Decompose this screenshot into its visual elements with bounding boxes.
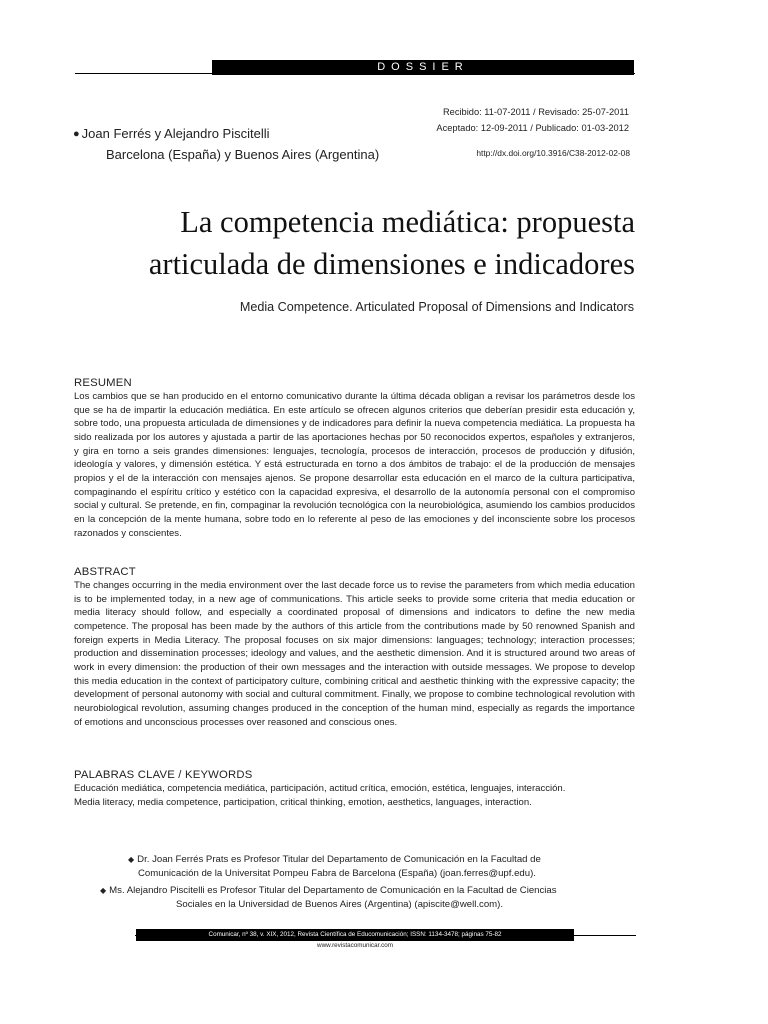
abstract-heading: ABSTRACT [74,566,136,578]
abstract-text: The changes occurring in the media environment over the last decade force us to revise the parameters from which media education is to be implemented today, in a new age of communications. This article seeks to provide some criteria that media education or media literacy should follow, and especially a coordinated proposal of dimensions and indicators to define the new media competence. The proposal has been made by the authors of this article from the contributions made by 50 renowned Spanish and foreign experts in Media Literacy. The proposal focuses on six major dimensions: languages; technology; interaction processes; production and dissemination processes; ideology and values, and the aesthetic dimension. And it is structured around two areas of work in every dimension: the production of their own messages and the interaction with outside messages. We propose to develop this media education in the context of participatory culture, combining critical and aesthetic thinking with the expressive capacity; the development of personal autonomy with social and cultural commitment. Finally, we propose to combine technological revolution with neurobiological revolution, assuming changes produced in the conception of the human mind, especially as regards the importance of emotions and unconscious processes over reasoned and conscious ones. [74,580,635,728]
footer-url[interactable]: www.revistacomunicar.com [317,942,393,949]
article-subtitle: Media Competence. Articulated Proposal of Dimensions and Indicators [239,300,634,314]
note-line: Dr. Joan Ferrés Prats es Profesor Titular del Departamento de Comunicación en la Facultad de [137,854,541,865]
accepted-date: Aceptado: 12-09-2011 / Publicado: 01-03-2012 [436,122,629,133]
keywords-en: Media literacy, media competence, participation, critical thinking, emotion, aesthetics, languages, interaction. [74,796,532,808]
resumen-heading: RESUMEN [74,377,132,389]
dates-block [399,105,629,136]
footer-citation: Comunicar, nº 38, v. XIX, 2012, Revista Científica de Educomunicación; ISSN: 1134-3478; páginas 75-82 [136,929,574,941]
title-line-1: La competencia mediática: propuesta [180,205,635,239]
keywords-section [74,768,635,809]
keywords-es: Educación mediática, competencia mediática, participación, actitud crítica, emoción, estética, lenguajes, interacción. [74,783,566,794]
diamond-icon: ◆ [128,855,135,864]
note-line: Sociales en la Universidad de Buenos Aires (Argentina) (apiscite@well.com). [176,899,504,910]
resumen-text: Los cambios que se han producido en el entorno comunicativo durante la última década obligan a revisar los parámetros desde los que se ha de impartir la educación mediática. En este artículo se ofrecen algunos criterios que deberían presidir esta educación y, sobre todo, una propuesta articulada de dimensiones y de indicadores para definir la nueva competencia mediática. La propuesta ha sido realizada por los autores y ajustada a partir de las aportaciones hechas por 50 reconocidos expertos, españoles y extranjeros, y gira en torno a seis grandes dimensiones: lenguajes, tecnología, procesos de interacción, procesos de producción y difusión, ideología y valores, y dimensión estética. Y está estructurada en torno a dos ámbitos de trabajo: el de la producción de mensajes propios y el de la interacción con mensajes ajenos. Se propone desarrollar esta educación en el marco de la cultura participativa, compaginando el espíritu crítico y estético con la capacidad expresiva, el desarrollo de la autonomía personal con el compromiso social y cultural. Se pretende, en fin, compaginar la revolución tecnológica con la neurobiológica, asumiendo los cambios producidos en la concepción de la mente humana, sobre todo en lo referente al peso de las emociones y del inconsciente sobre los procesos razonados y conscientes. [74,391,635,539]
article-title [75,201,635,285]
author-note [100,853,640,881]
author-names: Joan Ferrés y Alejandro Piscitelli [81,126,270,141]
abstract-section [74,565,635,729]
note-line: Ms. Alejandro Piscitelli es Profesor Titular del Departamento de Comunicación en la Facultad de Ciencias [109,885,557,896]
author-names-line [73,124,379,145]
authors-block [73,124,379,165]
bullet-icon: ● [73,128,80,140]
title-line-2: articulada de dimensiones e indicadores [148,247,635,281]
keywords-heading: PALABRAS CLAVE / KEYWORDS [74,769,253,781]
note-line: Comunicación de la Universitat Pompeu Fabra de Barcelona (España) (joan.ferres@upf.edu). [138,868,536,879]
resumen-section [74,376,635,540]
section-banner: DOSSIER [212,60,634,75]
author-affiliation: Barcelona (España) y Buenos Aires (Argentina) [106,147,380,162]
received-date: Recibido: 11-07-2011 / Revisado: 25-07-2011 [442,107,629,117]
author-note [100,884,640,912]
diamond-icon: ◆ [100,886,107,895]
author-notes [100,853,640,915]
doi-link[interactable]: http://dx.doi.org/10.3916/C38-2012-02-08 [476,148,630,158]
